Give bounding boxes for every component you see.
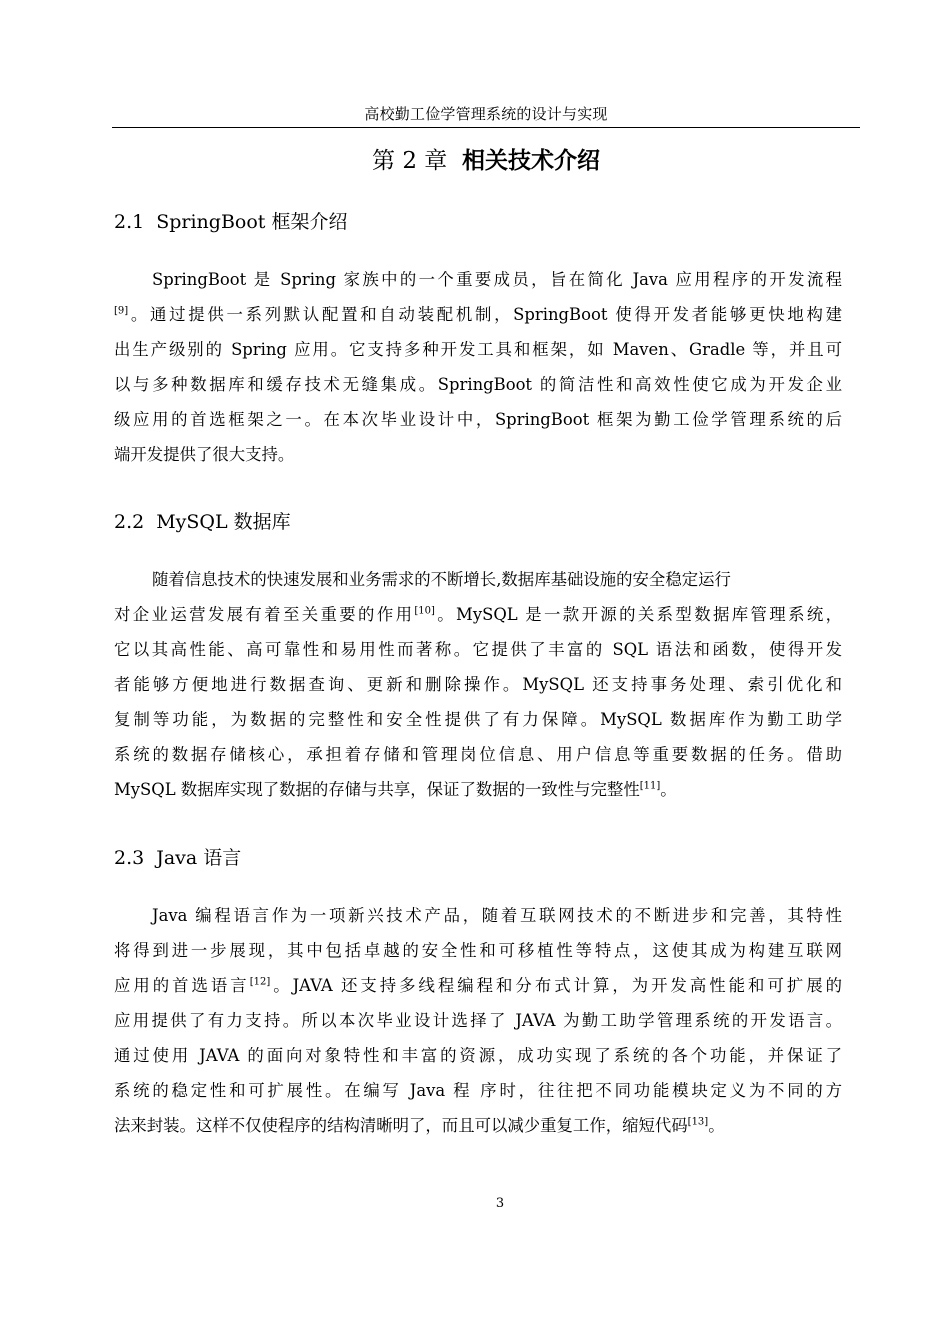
text-line: 通过使用 JAVA 的面向对象特性和丰富的资源，成功实现了系统的各个功能，并保证了 bbox=[114, 1046, 842, 1065]
text-line: Java 编程语言作为一项新兴技术产品，随着互联网技术的不断进步和完善，其特性 bbox=[152, 906, 842, 925]
paragraph-springboot bbox=[114, 262, 842, 472]
citation: [12] bbox=[249, 976, 271, 988]
line-text: 。 bbox=[660, 780, 677, 799]
section-heading-2-1 bbox=[114, 208, 347, 236]
text-line bbox=[114, 772, 842, 807]
section-number: 2.1 bbox=[114, 211, 145, 233]
line-text: 应用的首选语言 bbox=[114, 976, 250, 995]
line-text: 。MySQL 是一款开源的关系型数据库管理系统， bbox=[434, 605, 843, 624]
text-line: 者能够方便地进行数据查询、更新和删除操作。MySQL 还支持事务处理、索引优化和 bbox=[114, 675, 842, 694]
text-line: 级应用的首选框架之一。在本次毕业设计中，SpringBoot 框架为勤工俭学管理系统的后 bbox=[114, 410, 842, 429]
header-rule bbox=[112, 127, 860, 128]
line-text: 法来封装。这样不仅使程序的结构清晰明了，而且可以减少重复工作，缩短代码 bbox=[114, 1116, 688, 1135]
section-heading-2-2 bbox=[114, 508, 291, 536]
page-number: 3 bbox=[495, 1196, 505, 1211]
text-line: 它以其高性能、高可靠性和易用性而著称。它提供了丰富的 SQL 语法和函数，使得开发 bbox=[114, 640, 842, 659]
chapter-name: 相关技术介绍 bbox=[461, 147, 600, 174]
line-text: 。 bbox=[708, 1116, 725, 1135]
paragraph-java bbox=[114, 898, 842, 1143]
line-text: MySQL 数据库实现了数据的存储与共享，保证了数据的一致性与完整性 bbox=[114, 780, 640, 799]
text-line: 复制等功能，为数据的完整性和安全性提供了有力保障。MySQL 数据库作为勤工助学 bbox=[114, 710, 842, 729]
text-line: 随着信息技术的快速发展和业务需求的不断增长,数据库基础设施的安全稳定运行 bbox=[152, 570, 731, 589]
citation: [9] bbox=[114, 305, 129, 317]
section-number: 2.3 bbox=[114, 847, 145, 869]
running-header: 高校勤工俭学管理系统的设计与实现 bbox=[364, 105, 608, 123]
chapter-number: 第 2 章 bbox=[372, 148, 448, 174]
line-text: 。通过提供一系列默认配置和自动装配机制，SpringBoot 使得开发者能够更快地构建 bbox=[128, 305, 842, 324]
text-line: 端开发提供了很大支持。 bbox=[114, 445, 295, 464]
text-line: 出生产级别的 Spring 应用。它支持多种开发工具和框架，如 Maven、Gradle 等，并且可 bbox=[114, 340, 842, 359]
text-line: 以与多种数据库和缓存技术无缝集成。SpringBoot 的简洁性和高效性使它成为开发企业 bbox=[114, 375, 842, 394]
text-line: 系统的稳定性和可扩展性。在编写 Java 程 序时，往往把不同功能模块定义为不同的方 bbox=[114, 1081, 842, 1100]
section-title: MySQL 数据库 bbox=[156, 511, 291, 533]
section-title: SpringBoot 框架介绍 bbox=[156, 211, 348, 233]
text-line bbox=[114, 1108, 842, 1143]
citation: [13] bbox=[687, 1116, 709, 1128]
text-line: SpringBoot 是 Spring 家族中的一个重要成员，旨在简化 Java 应用程序的开发流程 bbox=[152, 270, 842, 289]
line-text: 。JAVA 还支持多线程编程和分布式计算，为开发高性能和可扩展的 bbox=[270, 976, 842, 995]
text-line: 应用提供了有力支持。所以本次毕业设计选择了 JAVA 为勤工助学管理系统的开发语言。 bbox=[114, 1011, 842, 1030]
section-number: 2.2 bbox=[114, 511, 145, 533]
text-line bbox=[114, 597, 842, 632]
text-line: 将得到进一步展现，其中包括卓越的安全性和可移植性等特点，这使其成为构建互联网 bbox=[114, 941, 842, 960]
line-text: 对企业运营发展有着至关重要的作用 bbox=[114, 605, 415, 624]
chapter-title bbox=[112, 145, 860, 177]
citation: [10] bbox=[414, 605, 435, 617]
section-heading-2-3 bbox=[114, 844, 241, 872]
section-title: Java 语言 bbox=[156, 847, 242, 869]
text-line bbox=[114, 297, 842, 332]
citation: [11] bbox=[639, 780, 661, 792]
text-line bbox=[114, 968, 842, 1003]
paragraph-mysql bbox=[114, 562, 842, 807]
text-line: 系统的数据存储核心，承担着存储和管理岗位信息、用户信息等重要数据的任务。借助 bbox=[114, 745, 842, 764]
